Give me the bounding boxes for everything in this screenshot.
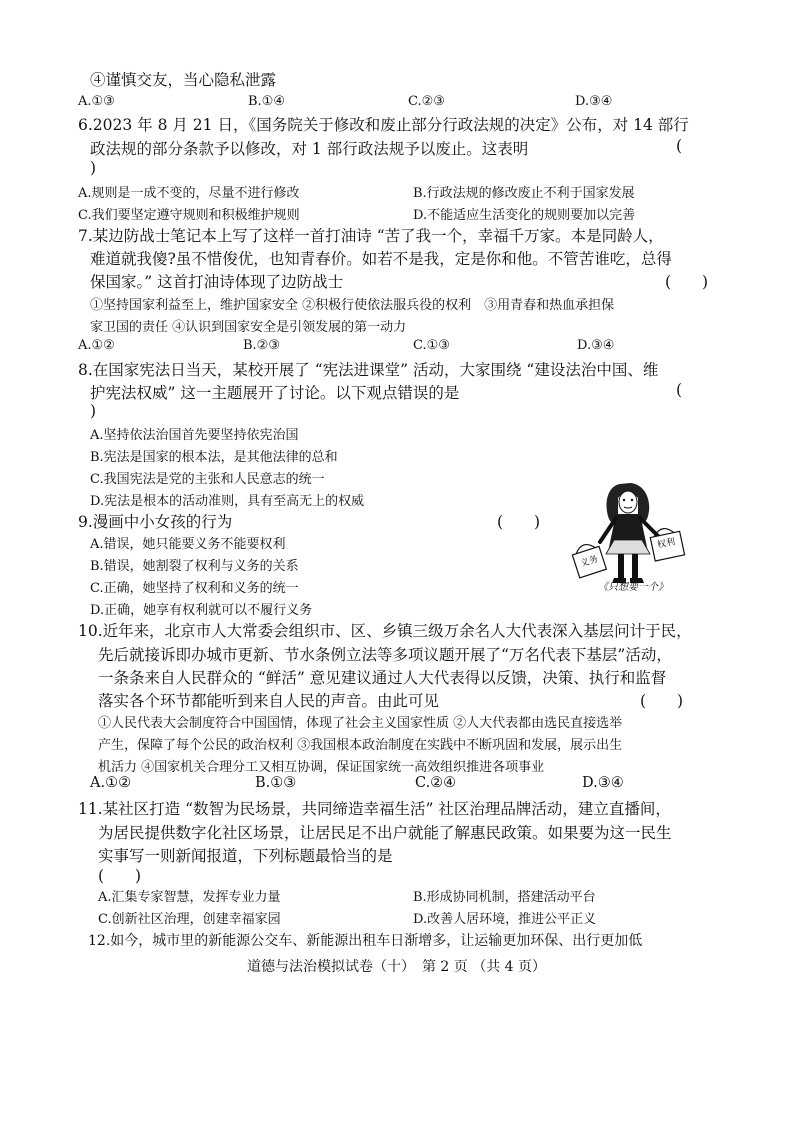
q11-choice-c: C.创新社区治理，创建幸福家园 [98, 912, 281, 927]
q11-choice-a: A.汇集专家智慧，发挥专业力量 [98, 890, 281, 905]
q9-choice-b: B.错误，她割裂了权利与义务的关系 [90, 559, 299, 574]
q8-choice-b: B.宪法是国家的根本法，是其他法律的总和 [90, 450, 338, 465]
q5-choice-c: C.②③ [408, 94, 445, 109]
q7-choice-a: A.①② [78, 338, 115, 353]
q8-stem-line-1: 8.在国家宪法日当天，某校开展了 “宪法进课堂” 活动，大家围绕 “建设法治中国、维 [78, 361, 659, 379]
cartoon-caption: 《只想要一个》 [598, 582, 668, 593]
q10-choice-d: D.③④ [582, 775, 624, 791]
q8-choice-d: D.宪法是根本的活动准则，具有至高无上的权威 [90, 494, 365, 509]
q5-option-4: ④谨慎交友，当心隐私泄露 [90, 71, 277, 89]
q10-choice-a: A.①② [90, 775, 132, 791]
q8-choice-a: A.坚持依法治国首先要坚持依宪治国 [90, 428, 299, 443]
q10-stem-line-1: 10.近年来，北京市人大常委会组织市、区、乡镇三级万余名人大代表深入基层问计于民， [78, 622, 692, 640]
q6-answer-bracket-close: ) [90, 159, 97, 177]
q10-stem-line-2: 先后就接诉即办城市更新、节水条例立法等多项议题开展了“万名代表下基层”活动， [98, 646, 672, 664]
q8-answer-bracket-close: ) [90, 402, 97, 420]
q5-choice-d: D.③④ [575, 94, 613, 109]
q7-choice-c: C.①③ [413, 338, 450, 353]
q8-stem-line-2: 护宪法权威” 这一主题展开了讨论。以下观点错误的是 [90, 384, 460, 402]
q10-answer-bracket: ( ) [640, 692, 684, 710]
cartoon-bag-rights-label: 权利 [656, 537, 677, 551]
q11-stem-line-1: 11.某社区打造 “数智为民场景，共同缔造幸福生活” 社区治理品牌活动，建立直播间， [78, 800, 671, 818]
q9-choice-c: C.正确，她坚持了权利和义务的统一 [90, 581, 299, 596]
q6-stem-line-2: 政法规的部分条款予以修改，对 1 部行政法规予以废止。这表明 [90, 140, 529, 158]
q10-statements-line-1: ①人民代表大会制度符合中国国情，体现了社会主义国家性质 ②人大代表都由选民直接选举 [98, 716, 623, 731]
q7-statements-line-2: 家卫国的责任 ④认识到国家安全是引领发展的第一动力 [90, 320, 407, 335]
q11-stem-line-3: 实事写一则新闻报道，下列标题最恰当的是 [98, 847, 393, 865]
q10-choice-c: C.②④ [415, 775, 457, 791]
q11-answer-bracket: ( ) [98, 867, 142, 885]
q9-stem: 9.漫画中小女孩的行为 [78, 513, 233, 531]
q10-statements-line-3: 机活力 ④国家机关合理分工又相互协调，保证国家统一高效组织推进各项事业 [98, 760, 545, 775]
q12-stem-line-1: 12.如今，城市里的新能源公交车、新能源出租车日渐增多，让运输更加环保、出行更加低 [88, 933, 643, 949]
cartoon-bag-duty-label: 义务 [579, 554, 600, 570]
q6-choice-b: B.行政法规的修改废止不利于国家发展 [413, 186, 635, 201]
q10-statements-line-2: 产生，保障了每个公民的政治权利 ③我国根本政治制度在实践中不断巩固和发展，展示出生 [98, 738, 623, 753]
q5-choice-a: A.①③ [78, 94, 115, 109]
q10-stem-line-3: 一条条来自人民群众的 “鲜活” 意见建议通过人大代表得以反馈，决策、执行和监督 [98, 669, 667, 687]
q7-stem-line-1: 7.某边防战士笔记本上写了这样一首打油诗 “苦了我一个，幸福千万家。本是同龄人， [78, 227, 664, 245]
q10-stem-line-4: 落实各个环节都能听到来自人民的声音。由此可见 [98, 692, 440, 710]
cartoon-girl-illustration [568, 480, 698, 592]
q6-choice-d: D.不能适应生活变化的规则要加以完善 [413, 208, 636, 223]
q10-choice-b: B.①③ [255, 775, 297, 791]
q8-answer-bracket-open: ( [676, 381, 683, 399]
q6-choice-c: C.我们要坚定遵守规则和积极维护规则 [78, 208, 300, 223]
q6-answer-bracket-open: ( [676, 137, 683, 155]
q7-stem-line-2: 难道就我傻?虽不惜俊优，也知青春价。如若不是我，定是你和他。不管苦谁吃，总得 [90, 250, 672, 268]
q11-choice-b: B.形成协同机制，搭建活动平台 [413, 890, 596, 905]
q7-choice-d: D.③④ [577, 338, 615, 353]
q7-statements-line-1: ①坚持国家利益至上，维护国家安全 ②积极行使依法服兵役的权利 ③用青春和热血承担保 [90, 298, 615, 313]
q6-choice-a: A.规则是一成不变的，尽量不进行修改 [78, 186, 300, 201]
q7-answer-bracket: ( ) [665, 273, 709, 291]
q9-choice-d: D.正确，她享有权利就可以不履行义务 [90, 603, 313, 618]
q6-stem-line-1: 6.2023 年 8 月 21 日，《国务院关于修改和废止部分行政法规的决定》公布，对 14 部行 [78, 116, 689, 134]
q5-choice-b: B.①④ [248, 94, 285, 109]
cartoon-drawing [568, 480, 698, 592]
page-footer: 道德与法治模拟试卷（十） 第 2 页 （共 4 页） [246, 959, 547, 975]
q7-stem-line-3: 保国家。” 这首打油诗体现了边防战士 [90, 273, 344, 291]
q8-choice-c: C.我国宪法是党的主张和人民意志的统一 [90, 472, 325, 487]
q11-stem-line-2: 为居民提供数字化社区场景，让居民足不出户就能了解惠民政策。如果要为这一民生 [98, 824, 672, 842]
q9-choice-a: A.错误，她只能要义务不能要权利 [90, 537, 286, 552]
q9-answer-bracket: ( ) [497, 513, 541, 531]
q7-choice-b: B.②③ [243, 338, 280, 353]
q11-choice-d: D.改善人居环境，推进公平正义 [413, 912, 597, 927]
